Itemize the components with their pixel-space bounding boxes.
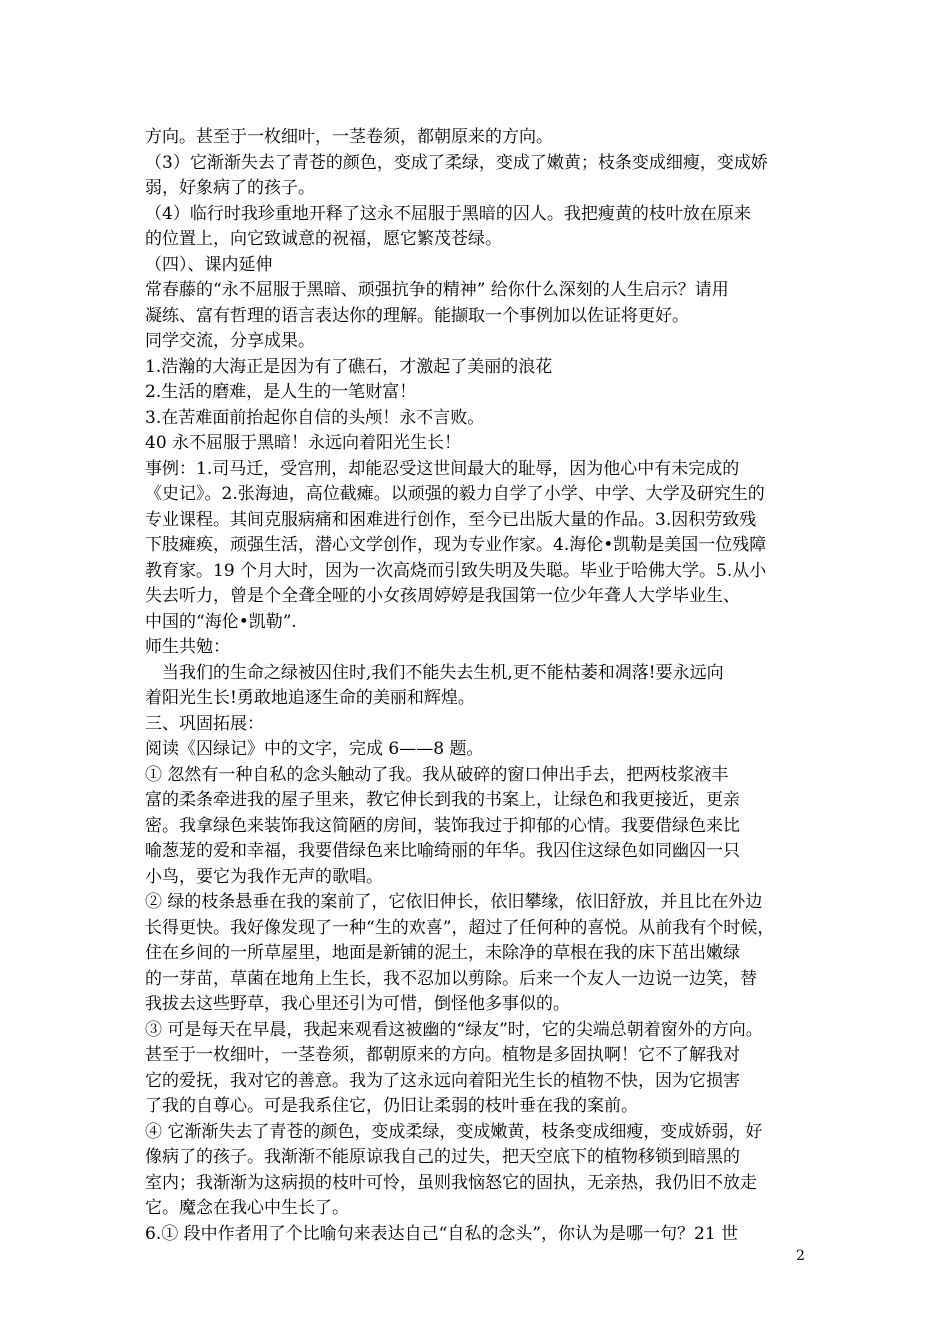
text-line: 《史记》。2.张海迪，高位截瘫。以顽强的毅力自学了小学、中学、大学及研究生的	[145, 484, 765, 504]
text-line: 甚至于一枚细叶，一茎卷须，都朝原来的方向。植物是多固执啊！它不了解我对	[145, 1045, 740, 1065]
text-line: 弱，好象病了的孩子。	[145, 178, 315, 198]
section-heading: （四）、课内延伸	[145, 254, 273, 275]
page-text	[145, 125, 825, 1247]
text-line: 的一芽苗，草菌在地角上生长，我不忍加以剪除。后来一个友人一边说一边笑，替	[145, 968, 757, 989]
text-line: 小鸟，要它为我作无声的歌唱。	[145, 866, 383, 887]
text-line: 专业课程。其间克服病痛和困难进行创作，至今已出版大量的作品。3.因积劳致残	[145, 509, 757, 530]
text-line: 着阳光生长!勇敢地追逐生命的美丽和辉煌。	[145, 688, 475, 708]
list-item: 1.浩瀚的大海正是因为有了礁石，才激起了美丽的浪花	[145, 356, 553, 377]
text-line: 像病了的孩子。我渐渐不能原谅我自己的过失，把天空底下的植物移锁到暗黑的	[145, 1147, 740, 1167]
text-line: 我拔去这些野草，我心里还引为可惜，倒怪他多事似的。	[145, 994, 570, 1014]
text-line: （4）临行时我珍重地开释了这永不屈服于黑暗的囚人。我把瘦黄的枝叶放在原来	[145, 203, 751, 224]
text-line: 教育家。19 个月大时，因为一次高烧而引致失明及失聪。毕业于哈佛大学。5.从小	[145, 560, 767, 581]
text-line: 失去听力，曾是个全聋全哑的小女孩周婷婷是我国第一位少年聋人大学毕业生、	[145, 586, 740, 606]
text-line: 常春藤的“永不屈服于黑暗、顽强抗争的精神” 给你什么深刻的人生启示？请用	[145, 280, 729, 300]
text-line: ④ 它渐渐失去了青苍的颜色，变成柔绿，变成嫩黄，枝条变成细瘦，变成娇弱，好	[145, 1121, 763, 1142]
text-line: 师生共勉：	[145, 637, 230, 657]
text-line: 密。我拿绿色来装饰我这简陋的房间，装饰我过于抑郁的心情。我要借绿色来比	[145, 815, 740, 836]
text-line: 事例：1.司马迁，受宫刑，却能忍受这世间最大的耻辱，因为他心中有未完成的	[145, 458, 740, 479]
text-line: 当我们的生命之绿被囚住时,我们不能失去生机,更不能枯萎和凋落!要永远向	[162, 662, 724, 683]
list-item: 3.在苦难面前抬起你自信的头颅！永不言败。	[145, 407, 485, 428]
list-item: 2.生活的磨难，是人生的一笔财富！	[145, 382, 417, 402]
text-line: 方向。甚至于一枚细叶，一茎卷须，都朝原来的方向。	[145, 127, 553, 147]
text-line: 长得更快。我好像发现了一种“生的欢喜”，超过了任何种的喜悦。从前我有个时候，	[145, 917, 775, 938]
text-line: 富的柔条牵进我的屋子里来，教它伸长到我的书案上，让绿色和我更接近，更亲	[145, 790, 740, 810]
text-line: ③ 可是每天在早晨，我起来观看这被幽的“绿友”时，它的尖端总朝着窗外的方向。	[145, 1019, 763, 1040]
list-item: 40 永不屈服于黑暗！永远向着阳光生长！	[145, 433, 462, 453]
text-line: 的位置上，向它致诚意的祝福，愿它繁茂苍绿。	[145, 229, 502, 249]
text-line: 它的爱抚，我对它的善意。我为了这永远向着阳光生长的植物不快，因为它损害	[145, 1070, 740, 1091]
text-line: 凝练、富有哲理的语言表达你的理解。能撷取一个事例加以佐证将更好。	[145, 305, 689, 326]
text-line: （3）它渐渐失去了青苍的颜色，变成了柔绿，变成了嫩黄；枝条变成细瘦，变成娇	[145, 152, 768, 173]
text-line: 下肢瘫痪，顽强生活，潜心文学创作，现为专业作家。4.海伦•凯勒是美国一位残障	[145, 535, 767, 555]
text-line: 同学交流，分享成果。	[145, 331, 315, 351]
text-line: 阅读《囚绿记》中的文字，完成 6——8 题。	[145, 739, 484, 759]
text-line: 了我的自尊心。可是我系住它，仍旧让柔弱的枝叶垂在我的案前。	[145, 1096, 638, 1116]
text-line: 室内；我渐渐为这病损的枝叶可怜，虽则我恼怒它的固执，无亲热，我仍旧不放走	[145, 1172, 757, 1193]
text-line: 喻葱茏的爱和幸福，我要借绿色来比喻绮丽的年华。我囚住这绿色如同幽囚一只	[145, 841, 740, 861]
text-line: 它。魔念在我心中生长了。	[145, 1198, 349, 1218]
section-heading: 三、巩固拓展：	[145, 713, 264, 734]
text-line: ① 忽然有一种自私的念头触动了我。我从破碎的窗口伸出手去，把两枝浆液丰	[145, 764, 729, 785]
text-line: 中国的“海伦•凯勒”.	[145, 611, 297, 632]
text-line: 住在乡间的一所草屋里，地面是新铺的泥土，未除净的草根在我的床下茁出嫩绿	[145, 943, 740, 963]
question-line: 6.① 段中作者用了个比喻句来表达自己“自私的念头”，你认为是哪一句？21 世	[145, 1223, 739, 1244]
page-number: 2	[796, 1248, 805, 1264]
text-line: ② 绿的枝条悬垂在我的案前了，它依旧伸长，依旧攀缘，依旧舒放，并且比在外边	[145, 892, 763, 912]
